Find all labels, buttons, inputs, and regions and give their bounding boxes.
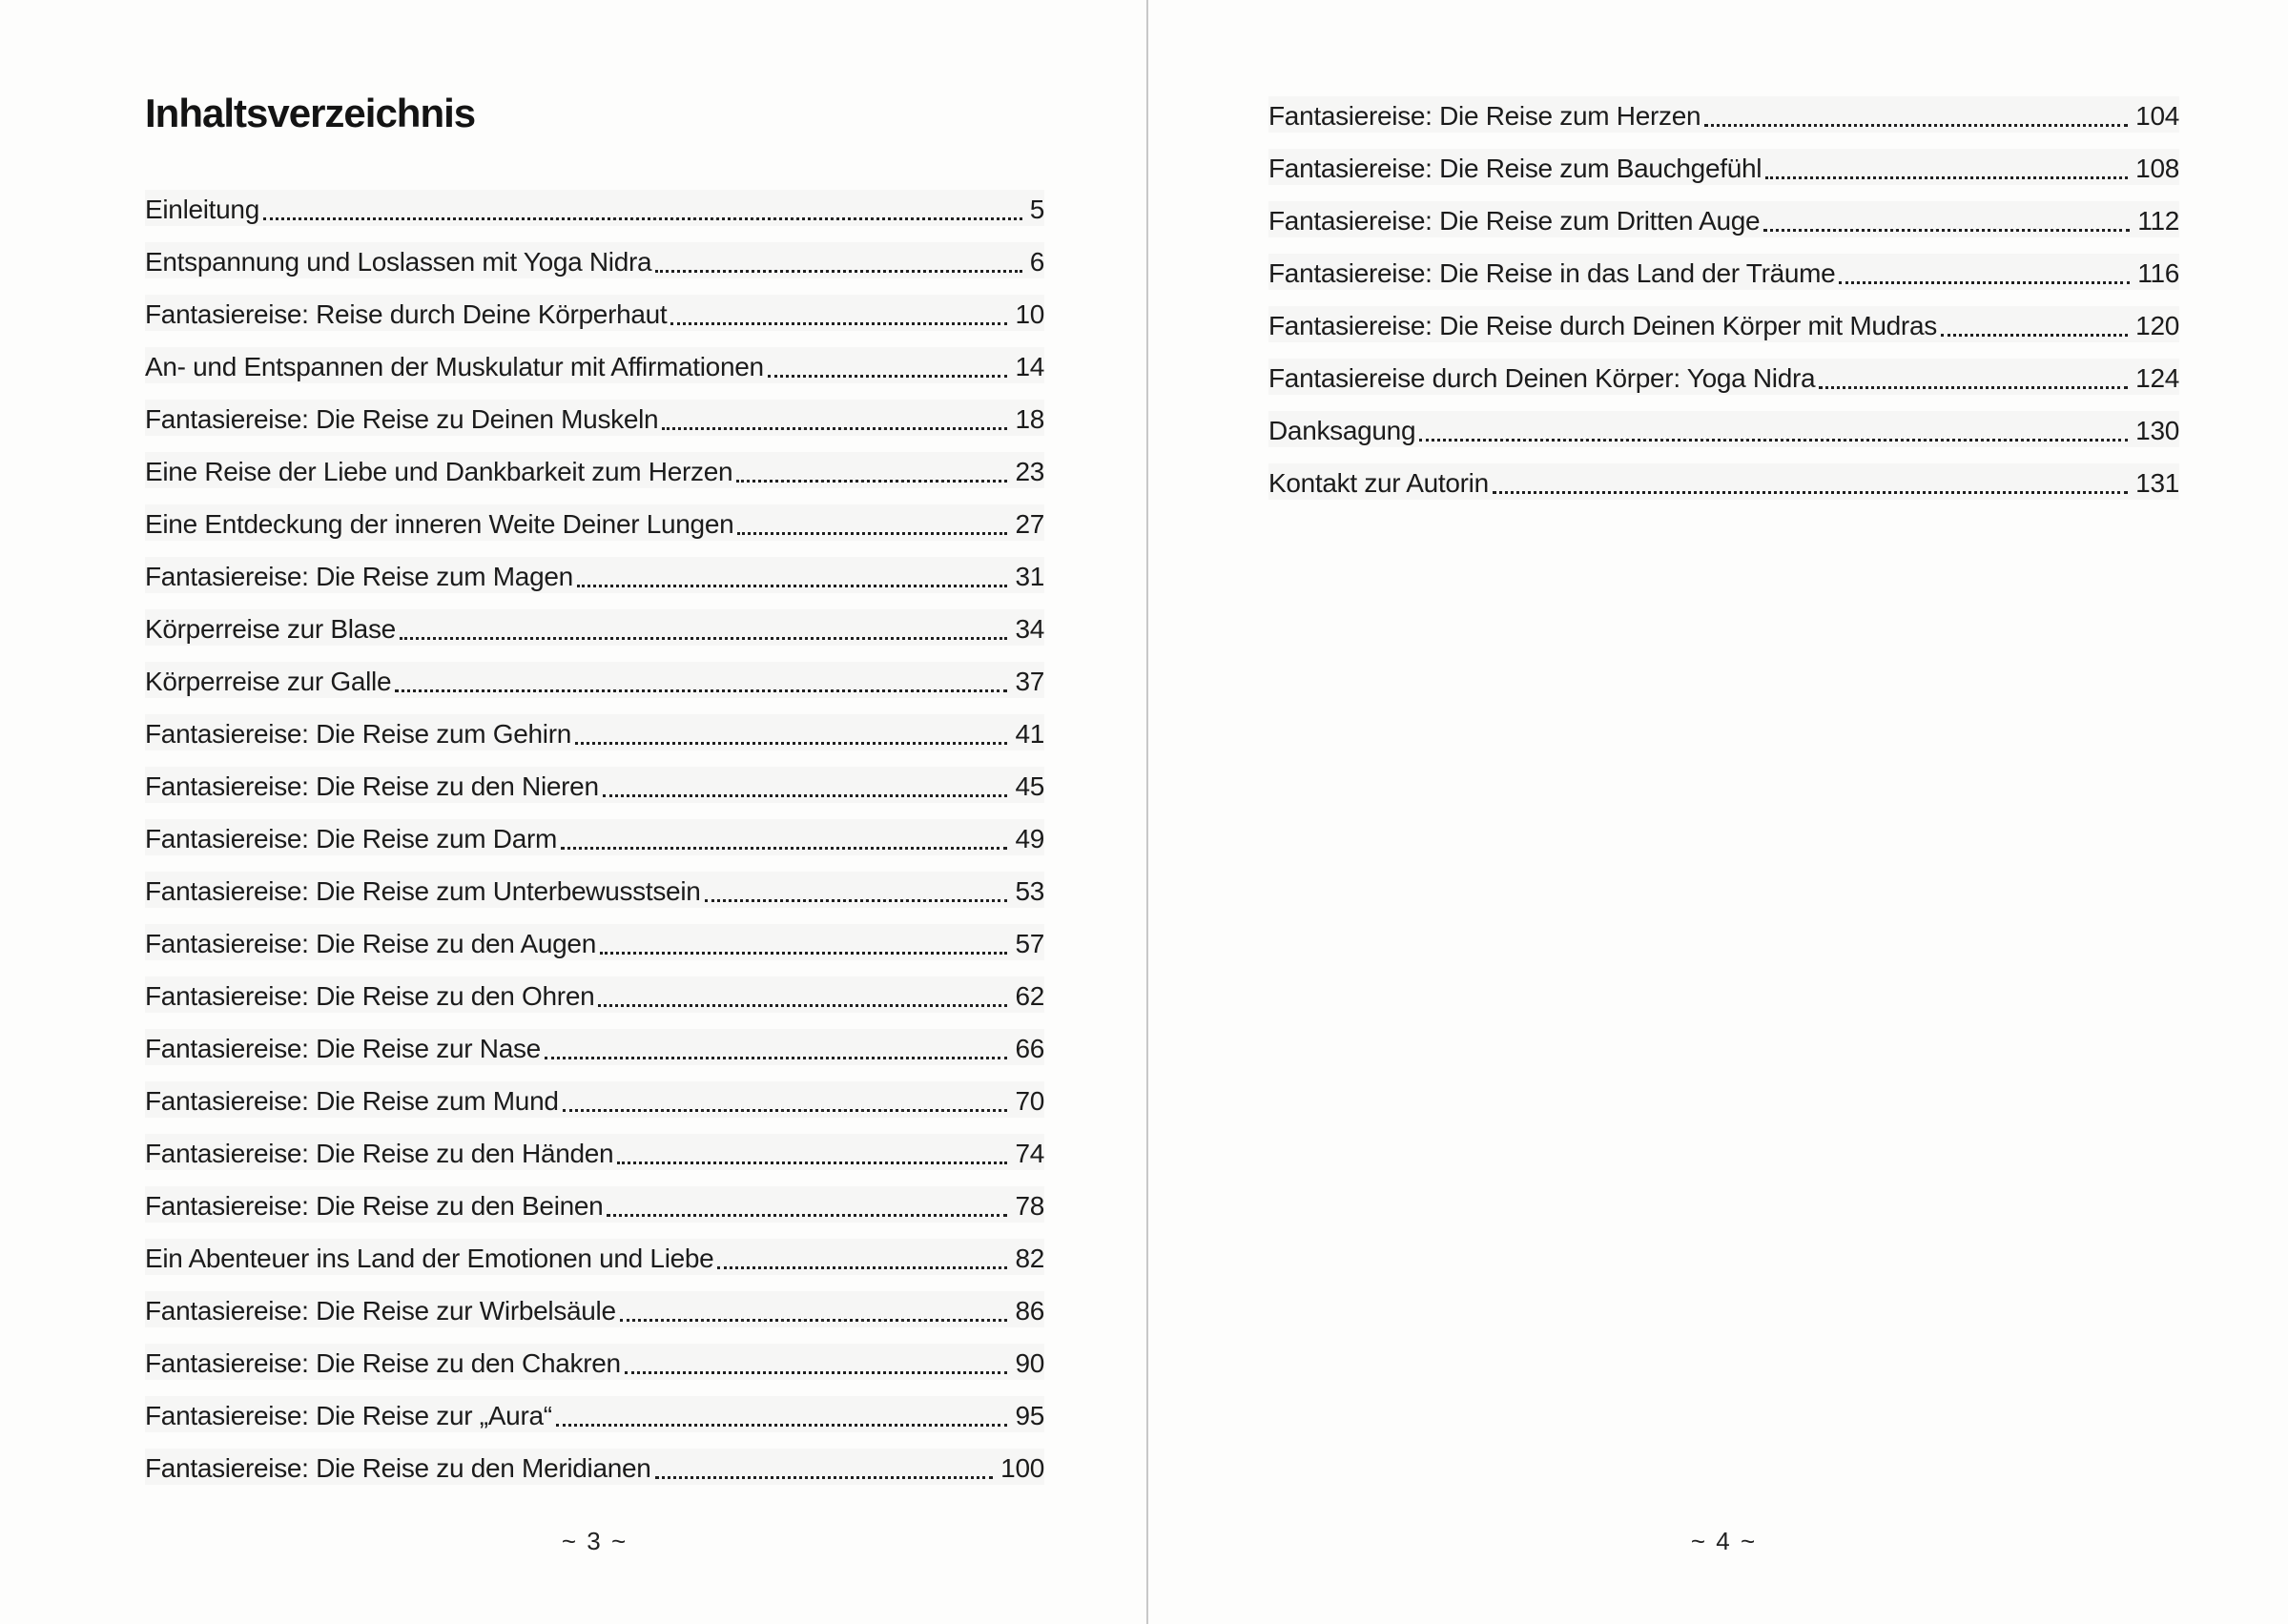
toc-leader-dots: [575, 742, 1007, 745]
toc-entry-page: 23: [1015, 456, 1044, 486]
toc-entry-page: 57: [1015, 928, 1044, 958]
toc-leader-dots: [768, 375, 1008, 378]
toc-entry-label: Fantasiereise: Reise durch Deine Körperhaut: [145, 298, 668, 329]
toc-entry: [145, 917, 1044, 970]
toc-leader-dots: [620, 1319, 1008, 1322]
toc-leader-dots: [662, 427, 1007, 430]
toc-entry-label: Fantasiereise: Die Reise zu den Händen: [145, 1138, 614, 1168]
toc-entry: [145, 812, 1044, 865]
toc-entry: [1268, 195, 2179, 247]
toc-entry-page: 10: [1015, 298, 1044, 329]
toc-entry-label: Fantasiereise: Die Reise in das Land der Träume: [1268, 257, 1836, 288]
toc-entry: [1268, 142, 2179, 195]
page-number-footer-right: ~ 4 ~: [1690, 1527, 1758, 1555]
toc-leader-dots: [1493, 491, 2128, 494]
toc-entry-page: 116: [2137, 257, 2179, 288]
toc-entry-page: 131: [2135, 467, 2179, 498]
toc-entry: [145, 288, 1044, 340]
toc-entry-label: Fantasiereise: Die Reise zur Wirbelsäule: [145, 1295, 616, 1326]
toc-entry-label: Fantasiereise: Die Reise zur Nase: [145, 1033, 541, 1063]
toc-leader-dots: [1819, 386, 2128, 389]
toc-leader-dots: [617, 1161, 1007, 1164]
toc-leader-dots: [263, 217, 1022, 220]
toc-entry-page: 78: [1015, 1190, 1044, 1221]
toc-entry-label: Fantasiereise: Die Reise zu den Ohren: [145, 980, 595, 1011]
toc-leader-dots: [603, 794, 1008, 797]
toc-entry-page: 95: [1015, 1400, 1044, 1430]
toc-entry-label: Kontakt zur Autorin: [1268, 467, 1489, 498]
toc-leader-dots: [607, 1214, 1007, 1217]
toc-entry-page: 18: [1015, 403, 1044, 434]
toc-entry-label: Fantasiereise: Die Reise zu den Meridianen: [145, 1452, 651, 1483]
toc-entry-label: Fantasiereise: Die Reise zu Deinen Muskeln: [145, 403, 659, 434]
toc-entry: [145, 1127, 1044, 1180]
toc-entry-page: 124: [2135, 362, 2179, 393]
left-page: [145, 0, 1044, 1624]
toc-entry: [145, 340, 1044, 393]
toc-entry: [1268, 457, 2179, 509]
toc-entry-label: Fantasiereise: Die Reise zur „Aura“: [145, 1400, 552, 1430]
toc-leader-dots: [563, 1109, 1008, 1112]
toc-leader-dots: [717, 1266, 1007, 1269]
toc-leader-dots: [1839, 281, 2130, 284]
toc-entry-label: Eine Entdeckung der inneren Weite Deiner Lungen: [145, 508, 734, 539]
toc-entry-label: Fantasiereise: Die Reise zum Magen: [145, 561, 573, 591]
toc-leader-dots: [598, 1004, 1007, 1007]
toc-leader-dots: [705, 899, 1008, 902]
toc-entry: [145, 1180, 1044, 1232]
toc-entry-page: 62: [1015, 980, 1044, 1011]
toc-entry-label: Fantasiereise durch Deinen Körper: Yoga Nidra: [1268, 362, 1816, 393]
toc-entry-label: Fantasiereise: Die Reise zum Herzen: [1268, 100, 1701, 131]
toc-entry: [1268, 299, 2179, 352]
toc-title: Inhaltsverzeichnis: [145, 91, 476, 135]
toc-entry-page: 53: [1015, 875, 1044, 906]
toc-entry-label: An- und Entspannen der Muskulatur mit Affirmationen: [145, 351, 764, 381]
toc-entry-page: 66: [1015, 1033, 1044, 1063]
page-divider: [1146, 0, 1148, 1624]
right-page: [1268, 0, 2179, 1624]
toc-entry-label: Fantasiereise: Die Reise zum Gehirn: [145, 718, 572, 749]
toc-entry: [1268, 404, 2179, 457]
toc-entry: [145, 393, 1044, 445]
toc-leader-dots: [655, 1476, 994, 1479]
toc-entry-page: 14: [1015, 351, 1044, 381]
toc-leader-dots: [670, 322, 1007, 325]
toc-entry-label: Fantasiereise: Die Reise zu den Augen: [145, 928, 596, 958]
toc-entry-page: 104: [2135, 100, 2179, 131]
toc-leader-dots: [1419, 439, 2128, 442]
toc-entry-page: 130: [2135, 415, 2179, 445]
toc-entry: [145, 708, 1044, 760]
toc-entry-page: 70: [1015, 1085, 1044, 1116]
toc-leader-dots: [400, 637, 1008, 640]
toc-entry-page: 37: [1015, 666, 1044, 696]
toc-entry-label: Eine Reise der Liebe und Dankbarkeit zum Herzen: [145, 456, 733, 486]
toc-entry: [145, 655, 1044, 708]
toc-entry-page: 112: [2137, 205, 2179, 236]
toc-list-left: [145, 183, 1044, 1494]
toc-entry-label: Danksagung: [1268, 415, 1416, 445]
toc-entry: [145, 445, 1044, 498]
toc-entry: [145, 550, 1044, 603]
toc-entry-label: Fantasiereise: Die Reise zum Mund: [145, 1085, 559, 1116]
toc-leader-dots: [1941, 334, 2128, 337]
toc-entry-label: Einleitung: [145, 194, 259, 224]
toc-entry-page: 49: [1015, 823, 1044, 853]
toc-entry-label: Körperreise zur Galle: [145, 666, 392, 696]
toc-entry-page: 86: [1015, 1295, 1044, 1326]
toc-entry-page: 90: [1015, 1347, 1044, 1378]
toc-entry: [145, 1442, 1044, 1494]
toc-entry: [145, 498, 1044, 550]
toc-entry-label: Fantasiereise: Die Reise zum Bauchgefühl: [1268, 153, 1762, 183]
toc-entry-page: 31: [1015, 561, 1044, 591]
toc-entry: [145, 1232, 1044, 1285]
toc-entry-label: Ein Abenteuer ins Land der Emotionen und Liebe: [145, 1243, 714, 1273]
toc-entry: [145, 865, 1044, 917]
toc-leader-dots: [736, 480, 1007, 483]
toc-entry: [145, 970, 1044, 1022]
toc-entry: [145, 236, 1044, 288]
toc-entry-page: 108: [2135, 153, 2179, 183]
toc-entry: [1268, 352, 2179, 404]
toc-entry: [1268, 90, 2179, 142]
toc-leader-dots: [737, 532, 1007, 535]
toc-leader-dots: [1765, 176, 2128, 179]
toc-entry: [145, 1337, 1044, 1389]
toc-entry-page: 5: [1029, 194, 1044, 224]
toc-leader-dots: [545, 1057, 1008, 1059]
toc-leader-dots: [556, 1424, 1008, 1427]
toc-leader-dots: [577, 585, 1008, 587]
toc-leader-dots: [600, 952, 1007, 955]
toc-entry-page: 27: [1015, 508, 1044, 539]
toc-entry-label: Fantasiereise: Die Reise zum Unterbewusstsein: [145, 875, 701, 906]
toc-entry: [145, 183, 1044, 236]
toc-entry-label: Fantasiereise: Die Reise zu den Chakren: [145, 1347, 621, 1378]
page-number-footer-left: ~ 3 ~: [561, 1527, 629, 1555]
toc-entry-page: 6: [1029, 246, 1044, 277]
toc-entry-label: Fantasiereise: Die Reise zu den Beinen: [145, 1190, 604, 1221]
toc-entry: [145, 603, 1044, 655]
toc-entry: [145, 1075, 1044, 1127]
toc-entry-label: Fantasiereise: Die Reise zum Dritten Auge: [1268, 205, 1761, 236]
toc-leader-dots: [561, 847, 1007, 850]
toc-entry-label: Körperreise zur Blase: [145, 613, 396, 644]
toc-entry: [145, 760, 1044, 812]
toc-entry: [145, 1389, 1044, 1442]
toc-entry-page: 34: [1015, 613, 1044, 644]
toc-leader-dots: [625, 1371, 1008, 1374]
toc-entry: [145, 1022, 1044, 1075]
toc-entry-label: Fantasiereise: Die Reise zum Darm: [145, 823, 558, 853]
toc-entry-page: 120: [2135, 310, 2179, 340]
toc-leader-dots: [1704, 124, 2128, 127]
toc-entry-page: 82: [1015, 1243, 1044, 1273]
toc-entry-page: 41: [1015, 718, 1044, 749]
toc-entry-label: Fantasiereise: Die Reise zu den Nieren: [145, 771, 599, 801]
toc-entry-page: 100: [1000, 1452, 1044, 1483]
toc-entry-page: 74: [1015, 1138, 1044, 1168]
toc-leader-dots: [395, 689, 1007, 692]
toc-entry-label: Fantasiereise: Die Reise durch Deinen Körper mit Mudras: [1268, 310, 1937, 340]
toc-entry: [1268, 247, 2179, 299]
toc-list-right: [1268, 90, 2179, 509]
toc-entry: [145, 1285, 1044, 1337]
toc-entry-page: 45: [1015, 771, 1044, 801]
toc-entry-label: Entspannung und Loslassen mit Yoga Nidra: [145, 246, 652, 277]
toc-leader-dots: [655, 270, 1021, 273]
toc-leader-dots: [1763, 229, 2130, 232]
